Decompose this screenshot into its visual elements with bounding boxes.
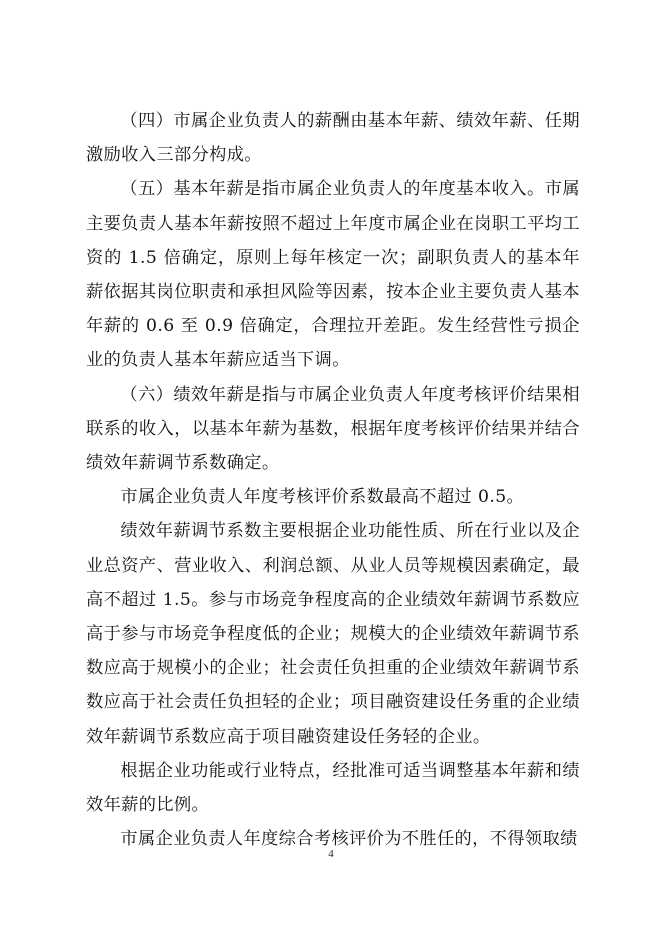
paragraph-part-five-basic-salary: （五）基本年薪是指市属企业负责人的年度基本收入。市属主要负责人基本年薪按照不超过上年度市属企业在岗职工平均工资的 1.5 倍确定，原则上每年核定一次；副职负责人的基本年薪依据其岗位职责和承担风险等因素，按本企业主要负责人基本年薪的 0.6 至 0.9 倍确定，合理拉开差距。发生经营性亏损企业的负责人基本年薪应适当下调。 [86, 179, 580, 371]
paragraph-adjustment-coefficient: 绩效年薪调节系数主要根据企业功能性质、所在行业以及企业总资产、营业收入、利润总额、从业人员等规模因素确定，最高不超过 1.5。参与市场竞争程度高的企业绩效年薪调节系数应高于参与市场竞争程度低的企业；规模大的企业绩效年薪调节系数应高于规模小的企业；社会责任负担重的企业绩效年薪调节系数应高于社会责任负担轻的企业；项目融资建设任务重的企业绩效年薪调节系数应高于项目融资建设任务轻的企业。 [86, 521, 580, 747]
paragraph-evaluation-coefficient: 市属企业负责人年度考核评价系数最高不超过 0.5。 [120, 487, 525, 508]
paragraph-incompetent-rule: 市属企业负责人年度综合考核评价为不胜任的，不得领取绩 [120, 829, 578, 850]
body-text [86, 104, 580, 856]
page-number: 4 [328, 848, 334, 860]
paragraph-ratio-adjustment: 根据企业功能或行业特点，经批准可适当调整基本年薪和绩效年薪的比例。 [86, 760, 580, 816]
paragraph-part-six-performance-salary: （六）绩效年薪是指与市属企业负责人年度考核评价结果相联系的收入，以基本年薪为基数，根据年度考核评价结果并结合绩效年薪调节系数确定。 [86, 384, 580, 474]
paragraph-part-four: （四）市属企业负责人的薪酬由基本年薪、绩效年薪、任期激励收入三部分构成。 [86, 111, 580, 166]
